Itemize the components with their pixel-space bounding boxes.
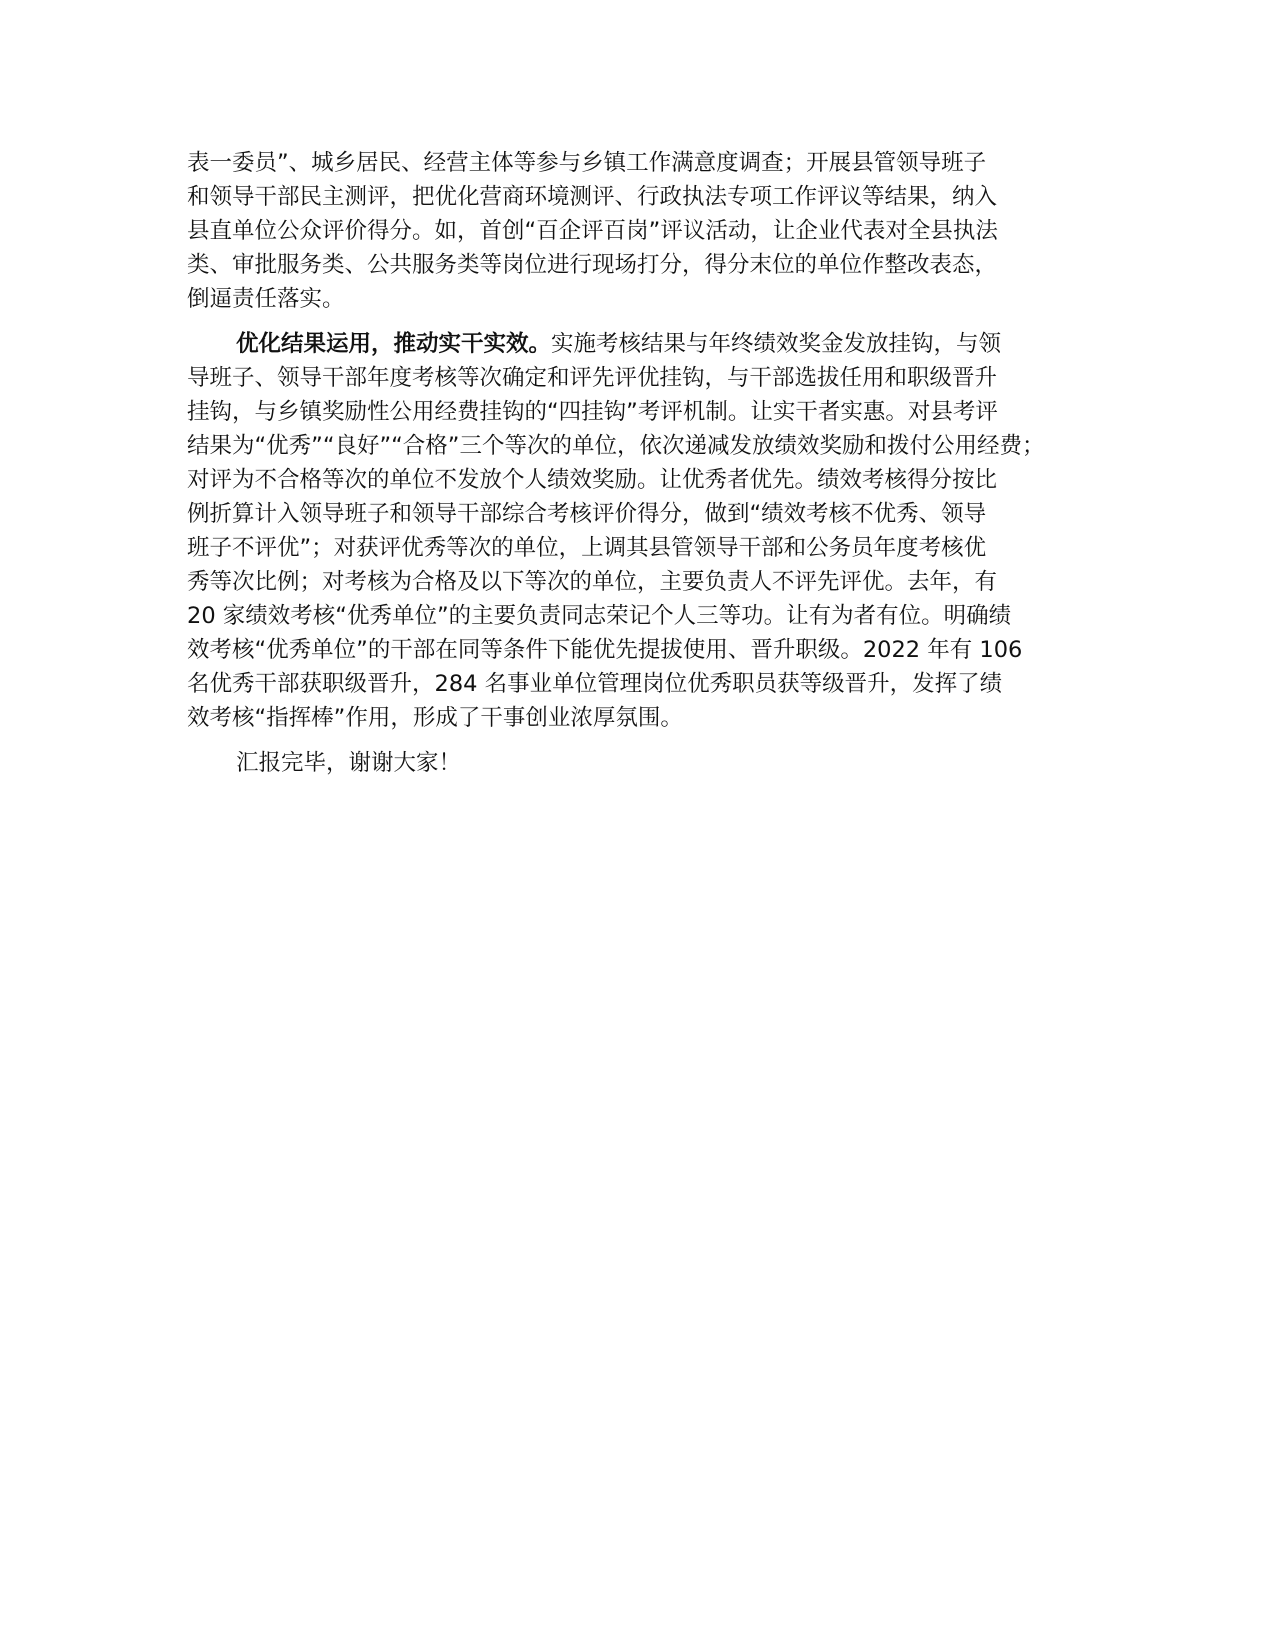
- text-line: 类、审批服务类、公共服务类等岗位进行现场打分，得分末位的单位作整改表态，: [187, 252, 998, 278]
- text-line: 挂钩，与乡镇奖励性公用经费挂钩的“四挂钩”考评机制。让实干者实惠。对县考评: [187, 399, 998, 425]
- text-line: 和领导干部民主测评，把优化营商环境测评、行政执法专项工作评议等结果，纳入: [187, 184, 998, 210]
- document-page: [187, 146, 1087, 791]
- closing-line: 汇报完毕，谢谢大家！: [236, 750, 462, 776]
- paragraph-participation: [187, 146, 1087, 316]
- text-line: 名优秀干部获职级晋升，284 名事业单位管理岗位优秀职员获等级晋升，发挥了绩: [187, 671, 1003, 697]
- text-line: 例折算计入领导班子和领导干部综合考核评价得分，做到“绩效考核不优秀、领导: [187, 501, 987, 527]
- paragraph-closing: [187, 746, 1087, 780]
- text-line: 倒逼责任落实。: [187, 286, 345, 312]
- text-line: 县直单位公众评价得分。如，首创“百企评百岗”评议活动，让企业代表对全县执法: [187, 218, 998, 244]
- text-line-first: [187, 327, 1087, 361]
- text-line: 班子不评优”；对获评优秀等次的单位，上调其县管领导干部和公务员年度考核优: [187, 535, 987, 561]
- text-line: 效考核“优秀单位”的干部在同等条件下能优先提拔使用、晋升职级。2022 年有 106: [187, 637, 1023, 663]
- text-line: 结果为“优秀”“良好”“合格”三个等次的单位，依次递减发放绩效奖励和拨付公用经费；: [187, 433, 1045, 459]
- heading-line-rest: 实施考核结果与年终绩效奖金发放挂钩，与领: [551, 331, 1002, 357]
- text-line: 表一委员”、城乡居民、经营主体等参与乡镇工作满意度调查；开展县管领导班子: [187, 150, 987, 176]
- paragraph-heading: 优化结果运用，推动实干实效。: [236, 331, 552, 357]
- text-line: 效考核“指挥棒”作用，形成了干事创业浓厚氛围。: [187, 705, 683, 731]
- text-line: 20 家绩效考核“优秀单位”的主要负责同志荣记个人三等功。让有为者有位。明确绩: [187, 603, 1012, 629]
- text-line: 对评为不合格等次的单位不发放个人绩效奖励。让优秀者优先。绩效考核得分按比: [187, 467, 998, 493]
- text-line: 秀等次比例；对考核为合格及以下等次的单位，主要负责人不评先评优。去年，有: [187, 569, 998, 595]
- paragraph-result-application: [187, 327, 1087, 735]
- text-line: 导班子、领导干部年度考核等次确定和评先评优挂钩，与干部选拔任用和职级晋升: [187, 365, 998, 391]
